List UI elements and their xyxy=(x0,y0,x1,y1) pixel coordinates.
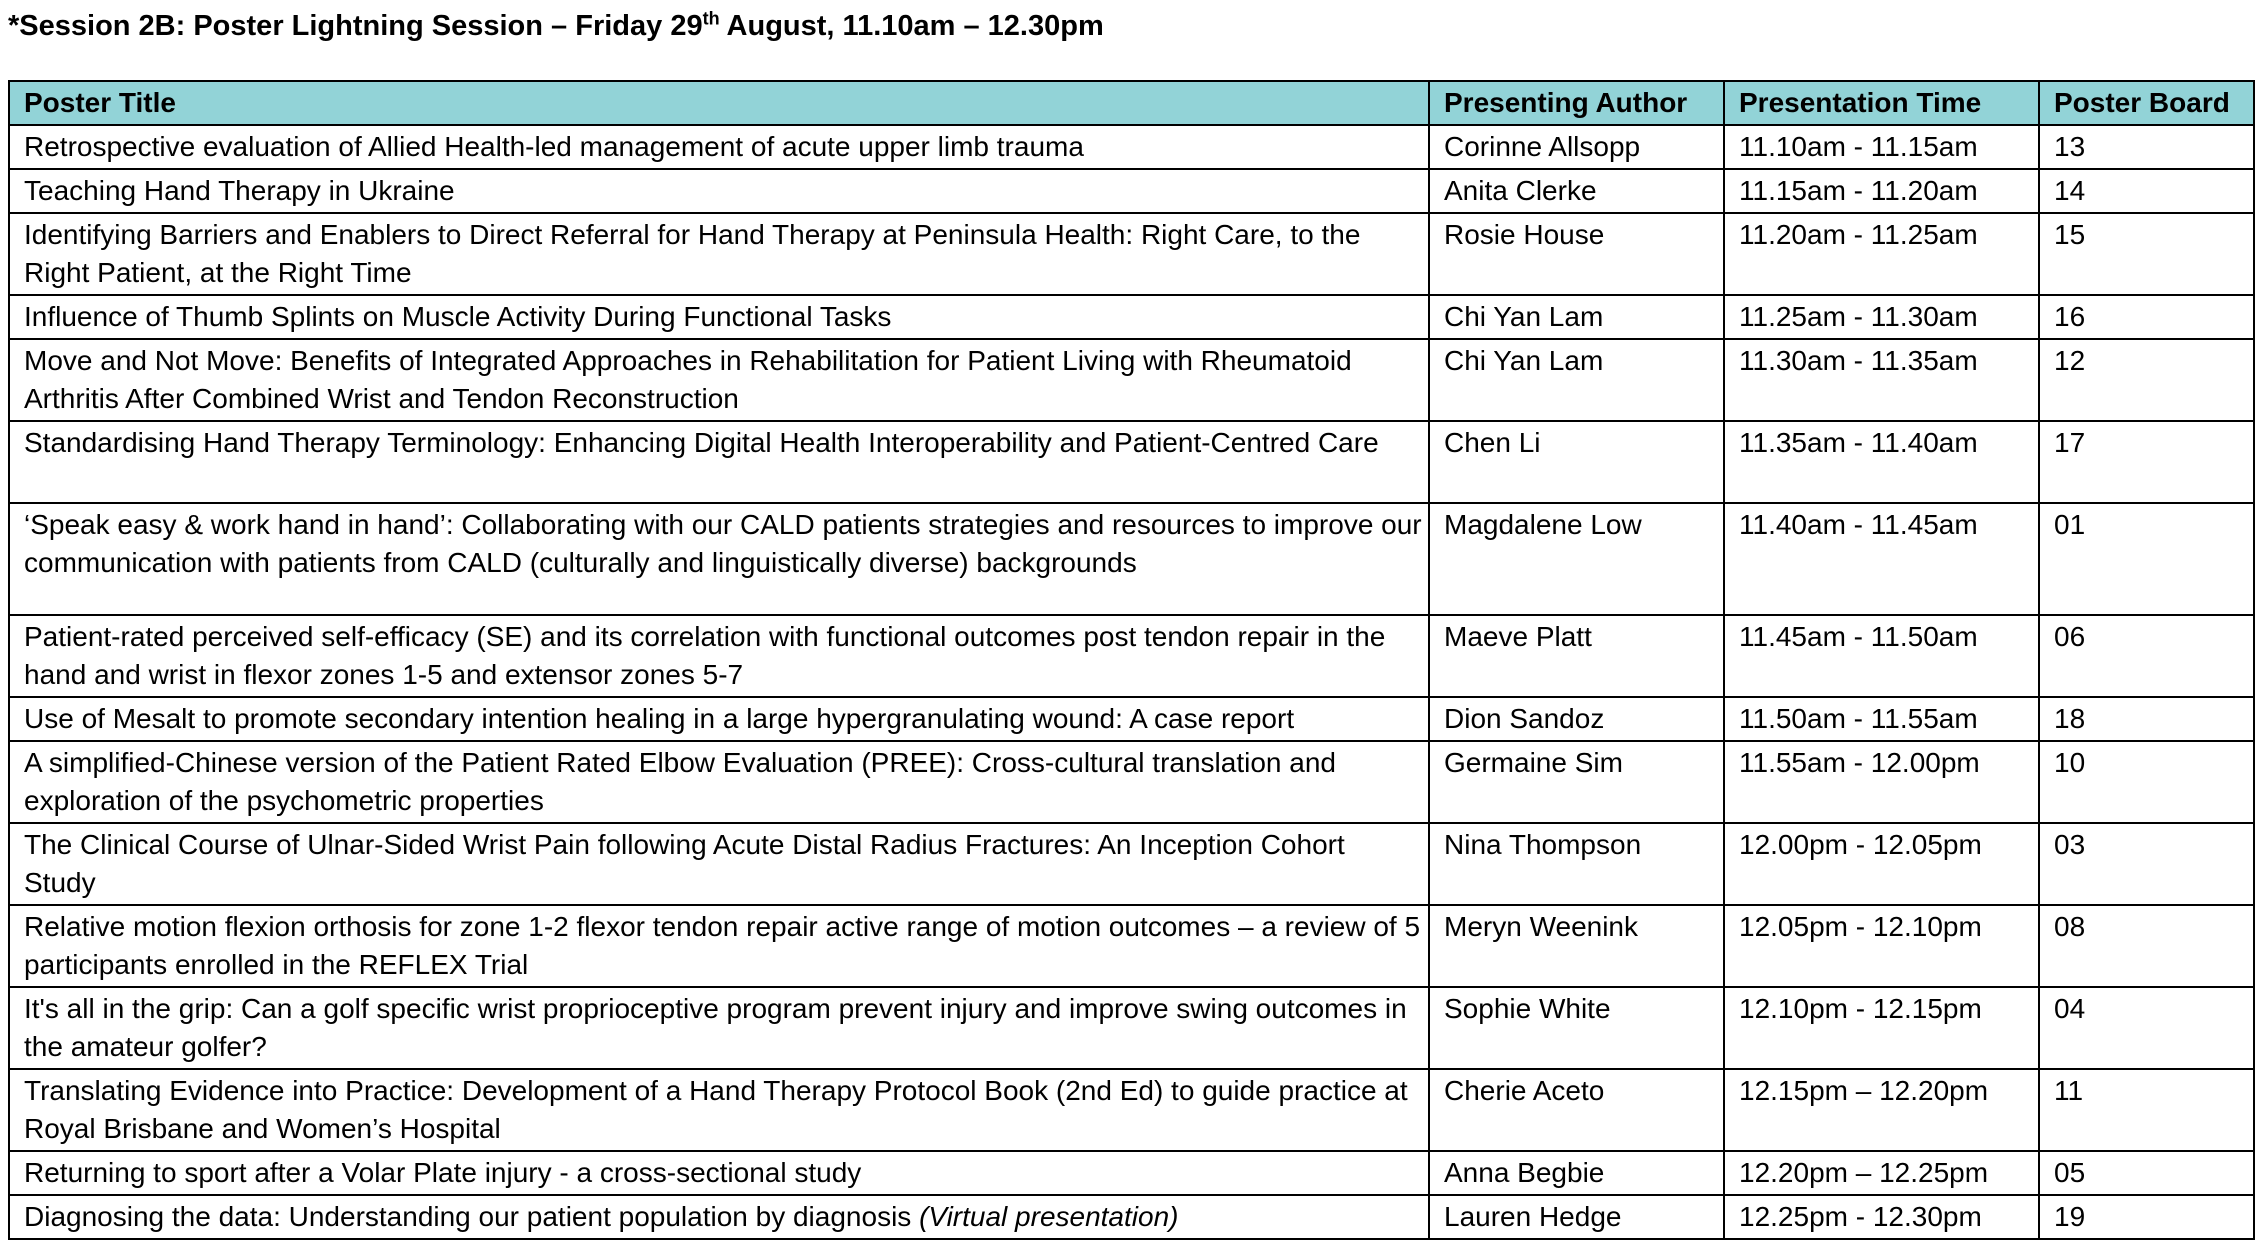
poster-board-cell: 08 xyxy=(2039,905,2254,987)
session-heading-superscript: th xyxy=(702,8,720,29)
presentation-time-cell: 12.10pm - 12.15pm xyxy=(1724,987,2039,1069)
presentation-time-cell: 11.50am - 11.55am xyxy=(1724,697,2039,741)
presenting-author-cell: Magdalene Low xyxy=(1429,503,1724,615)
presenting-author-cell: Chen Li xyxy=(1429,421,1724,503)
poster-board-cell: 17 xyxy=(2039,421,2254,503)
poster-title-cell: The Clinical Course of Ulnar-Sided Wrist Pain following Acute Distal Radius Fractures: An Inception Cohort Study xyxy=(9,823,1429,905)
table-row xyxy=(9,295,2254,339)
poster-title-cell: Move and Not Move: Benefits of Integrated Approaches in Rehabilitation for Patient Living with Rheumatoid Arthritis After Combined Wrist and Tendon Reconstruction xyxy=(9,339,1429,421)
table-row xyxy=(9,339,2254,421)
poster-title-text: Diagnosing the data: Understanding our patient population by diagnosis xyxy=(24,1201,912,1232)
poster-board-cell: 05 xyxy=(2039,1151,2254,1195)
presenting-author-cell: Chi Yan Lam xyxy=(1429,339,1724,421)
presenting-author-cell: Anna Begbie xyxy=(1429,1151,1724,1195)
poster-title-cell: Influence of Thumb Splints on Muscle Activity During Functional Tasks xyxy=(9,295,1429,339)
header-presentation-time: Presentation Time xyxy=(1724,81,2039,125)
table-row xyxy=(9,905,2254,987)
poster-title-cell: Patient-rated perceived self-efficacy (SE) and its correlation with functional outcomes post tendon repair in the hand and wrist in flexor zones 1-5 and extensor zones 5-7 xyxy=(9,615,1429,697)
presentation-time-cell: 12.05pm - 12.10pm xyxy=(1724,905,2039,987)
table-row xyxy=(9,125,2254,169)
poster-board-cell: 01 xyxy=(2039,503,2254,615)
presenting-author-cell: Meryn Weenink xyxy=(1429,905,1724,987)
presenting-author-cell: Maeve Platt xyxy=(1429,615,1724,697)
poster-schedule-table xyxy=(8,80,2255,1240)
presentation-time-cell: 11.40am - 11.45am xyxy=(1724,503,2039,615)
table-row xyxy=(9,213,2254,295)
poster-title-cell: Translating Evidence into Practice: Development of a Hand Therapy Protocol Book (2nd Ed) to guide practice at Royal Brisbane and Women’s Hospital xyxy=(9,1069,1429,1151)
poster-title-cell: Standardising Hand Therapy Terminology: Enhancing Digital Health Interoperability and Patient-Centred Care xyxy=(9,421,1429,503)
presentation-time-cell: 12.25pm - 12.30pm xyxy=(1724,1195,2039,1239)
presentation-time-cell: 11.55am - 12.00pm xyxy=(1724,741,2039,823)
presentation-time-cell: 11.15am - 11.20am xyxy=(1724,169,2039,213)
presentation-time-cell: 12.00pm - 12.05pm xyxy=(1724,823,2039,905)
presenting-author-cell: Germaine Sim xyxy=(1429,741,1724,823)
presenting-author-cell: Chi Yan Lam xyxy=(1429,295,1724,339)
presenting-author-cell: Nina Thompson xyxy=(1429,823,1724,905)
poster-board-cell: 06 xyxy=(2039,615,2254,697)
poster-board-cell: 16 xyxy=(2039,295,2254,339)
session-heading-suffix: August, 11.10am – 12.30pm xyxy=(719,10,1104,42)
presenting-author-cell: Rosie House xyxy=(1429,213,1724,295)
poster-board-cell: 14 xyxy=(2039,169,2254,213)
presenting-author-cell: Dion Sandoz xyxy=(1429,697,1724,741)
session-heading xyxy=(8,6,1104,46)
poster-title-cell xyxy=(9,1195,1429,1239)
header-poster-title: Poster Title xyxy=(9,81,1429,125)
table-row xyxy=(9,421,2254,503)
poster-board-cell: 04 xyxy=(2039,987,2254,1069)
table-row xyxy=(9,615,2254,697)
poster-board-cell: 11 xyxy=(2039,1069,2254,1151)
presenting-author-cell: Lauren Hedge xyxy=(1429,1195,1724,1239)
presenting-author-cell: Cherie Aceto xyxy=(1429,1069,1724,1151)
header-presenting-author: Presenting Author xyxy=(1429,81,1724,125)
table-row xyxy=(9,503,2254,615)
presenting-author-cell: Anita Clerke xyxy=(1429,169,1724,213)
poster-board-cell: 10 xyxy=(2039,741,2254,823)
poster-title-cell: Use of Mesalt to promote secondary intention healing in a large hypergranulating wound: A case report xyxy=(9,697,1429,741)
header-poster-board: Poster Board xyxy=(2039,81,2254,125)
poster-title-cell: Retrospective evaluation of Allied Health-led management of acute upper limb trauma xyxy=(9,125,1429,169)
table-row xyxy=(9,741,2254,823)
table-row xyxy=(9,1195,2254,1239)
presentation-time-cell: 11.35am - 11.40am xyxy=(1724,421,2039,503)
table-row xyxy=(9,1151,2254,1195)
poster-title-cell: It's all in the grip: Can a golf specific wrist proprioceptive program prevent injury and improve swing outcomes in the amateur golfer? xyxy=(9,987,1429,1069)
presenting-author-cell: Corinne Allsopp xyxy=(1429,125,1724,169)
presentation-time-cell: 11.30am - 11.35am xyxy=(1724,339,2039,421)
poster-board-cell: 18 xyxy=(2039,697,2254,741)
poster-title-cell: Teaching Hand Therapy in Ukraine xyxy=(9,169,1429,213)
poster-board-cell: 19 xyxy=(2039,1195,2254,1239)
poster-board-cell: 15 xyxy=(2039,213,2254,295)
presenting-author-cell: Sophie White xyxy=(1429,987,1724,1069)
poster-title-cell: Returning to sport after a Volar Plate injury - a cross-sectional study xyxy=(9,1151,1429,1195)
presentation-time-cell: 11.45am - 11.50am xyxy=(1724,615,2039,697)
poster-title-cell: ‘Speak easy & work hand in hand’: Collaborating with our CALD patients strategies and resources to improve our communication with patients from CALD (culturally and linguistically diverse) backgrounds xyxy=(9,503,1429,615)
poster-board-cell: 03 xyxy=(2039,823,2254,905)
presentation-time-cell: 11.25am - 11.30am xyxy=(1724,295,2039,339)
table-header-row xyxy=(9,81,2254,125)
table-row xyxy=(9,823,2254,905)
presentation-time-cell: 11.20am - 11.25am xyxy=(1724,213,2039,295)
poster-board-cell: 13 xyxy=(2039,125,2254,169)
poster-board-cell: 12 xyxy=(2039,339,2254,421)
presentation-time-cell: 12.20pm – 12.25pm xyxy=(1724,1151,2039,1195)
poster-title-cell: Identifying Barriers and Enablers to Direct Referral for Hand Therapy at Peninsula Health: Right Care, to the Right Patient, at the Right Time xyxy=(9,213,1429,295)
table-row xyxy=(9,697,2254,741)
presentation-time-cell: 11.10am - 11.15am xyxy=(1724,125,2039,169)
table-row xyxy=(9,169,2254,213)
table-row xyxy=(9,1069,2254,1151)
virtual-presentation-note: (Virtual presentation) xyxy=(919,1201,1179,1232)
presentation-time-cell: 12.15pm – 12.20pm xyxy=(1724,1069,2039,1151)
table-row xyxy=(9,987,2254,1069)
session-heading-prefix: *Session 2B: Poster Lightning Session – Friday 29 xyxy=(8,10,703,42)
poster-title-cell: A simplified-Chinese version of the Patient Rated Elbow Evaluation (PREE): Cross-cultural translation and exploration of the psychometric properties xyxy=(9,741,1429,823)
poster-title-cell: Relative motion flexion orthosis for zone 1-2 flexor tendon repair active range of motion outcomes – a review of 5 participants enrolled in the REFLEX Trial xyxy=(9,905,1429,987)
